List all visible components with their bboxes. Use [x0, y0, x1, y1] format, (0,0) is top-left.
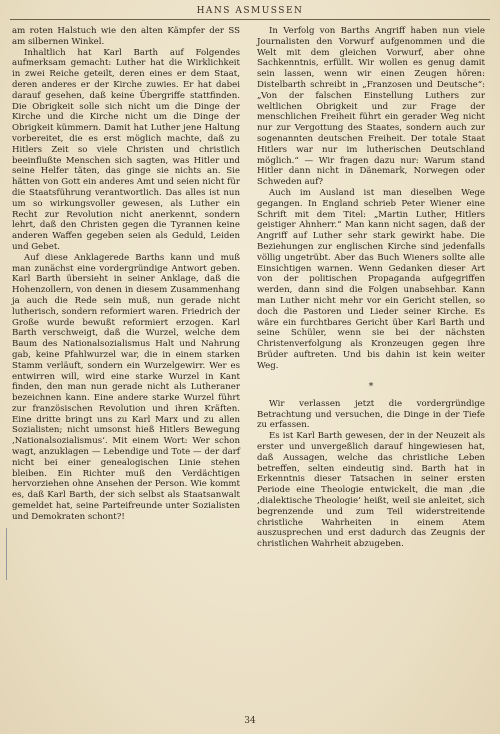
- paragraph: In Verfolg von Barths Angriff haben nun viele Journalisten den Vorwurf aufgenommen und die Welt mit dem gleichen Vorwurf, aber ohne Sachkenntnis, erfüllt. Wir wollen es genug damit sein lassen, wenn wir einen Zeugen hören: Distelbarth schreibt in „Franzosen und Deutsche“: „Von der falschen Einstellung Luthers zur weltlichen Obrigkeit und zur Frage der menschlichen Freiheit führt ein gerader Weg nicht nur zur Vergottung des Staates, sondern auch zur sogenannten deutschen Freiheit. Der totale Staat Hitlers war nur im lutherischen Deutschland möglich.“ — Wir fragen dazu nur: Warum stand Hitler dann nicht in Dänemark, Norwegen oder Schweden auf?: [257, 26, 485, 188]
- paragraph: Auch im Ausland ist man dieselben Wege gegangen. In England schrieb Peter Wiener eine Schrift mit dem Titel: „Martin Luther, Hitlers geistiger Ahnherr.“ Man kann nicht sagen, daß der Angriff auf Luther sehr stark gewirkt habe. Die Beziehungen zur englischen Kirche sind jedenfalls völlig ungetrübt. Aber das Buch Wieners sollte alle Einsichtigen warnen. Wenn Gedanken dieser Art von der politischen Propaganda aufgegriffen werden, dann sind die Folgen unabsehbar. Kann man Luther nicht mehr vor ein Gericht stellen, so doch die Pastoren und Lieder seiner Kirche. Es wäre ein furchtbares Gericht über Karl Barth und seine Schüler, wenn sie bei der nächsten Christenverfolgung als Kronzeugen gegen ihre Brüder auftreten. Und bis dahin ist kein weiter Weg.: [257, 187, 485, 371]
- paragraph: Inhaltlich hat Karl Barth auf Folgendes aufmerksam gemacht: Luther hat die Wirklichkeit in zwei Reiche geteilt, deren eines er dem Staat, deren anderes er der Kirche zuwies. Er hat dabei darauf gesehen, daß keine Übergriffe stattfinden. Die Obrigkeit solle sich nicht um die Dinge der Kirche und die Kirche nicht um die Dinge der Obrigkeit kümmern. Damit hat Luther jene Haltung vorbereitet, die es erst möglich machte, daß zu Hitlers Zeit so viele Christen und christlich beeinflußte Menschen sich sagten, was Hitler und seine Helfer täten, das ginge sie nichts an. Sie hätten von Gott ein anderes Amt und seien nicht für die Staatsführung verantwortlich. Das alles ist nun um so wirkungsvoller gewesen, als Luther ein Recht zur Revolution nicht anerkennt, sondern lehrt, daß den Christen gegen die Tyrannen keine anderen Waffen gegeben seien als Geduld, Leiden und Gebet.: [12, 47, 240, 252]
- running-header: HANS ASMUSSEN: [196, 6, 304, 16]
- paragraph: Auf diese Anklagerede Barths kann und muß man zunächst eine vordergründige Antwort geben. Karl Barth übersieht in seiner Anklage, daß die Hohenzollern, von denen in diesem Zusammenhang ja auch die Rede sein muß, nun gerade nicht lutherisch, sondern reformiert waren. Friedrich der Große wurde bewußt reformiert erzogen. Karl Barth verschweigt, daß die Wurzel, welche dem Baum des Nationalsozialismus Halt und Nahrung gab, keine Pfahlwurzel war, die in einem starken Stamm verläuft, sondern ein Wurzelgewirr. Wer es entwirren will, wird eine starke Wurzel in Kant finden, den man nun gerade nicht als Lutheraner bezeichnen kann. Eine andere starke Wurzel führt zur französischen Revolution und ihren Kräften. Eine dritte bringt uns zu Karl Marx und zu allen Sozialisten; nicht umsonst hieß Hitlers Bewegung ‚Nationalsozialismus‘. Mit einem Wort: Wer schon wagt, anzuklagen — Lebendige und Tote — der darf nicht bei einer genealogischen Linie stehen bleiben. Ein Richter muß den Verdächtigen hervorziehen ohne Ansehen der Person. Wie kommt es, daß Karl Barth, der sich selbst als Staatsanwalt gemeldet hat, seine Parteifreunde unter Sozialisten und Demokraten schont?!: [12, 252, 240, 522]
- page-number: 34: [244, 716, 256, 726]
- paragraph: am roten Halstuch wie den alten Kämpfer der SS am silbernen Winkel.: [12, 26, 240, 47]
- paragraph: Wir verlassen jetzt die vordergründige Betrachtung und versuchen, die Dinge in der Tiefe zu erfassen.: [257, 398, 485, 431]
- margin-pencil-mark: [6, 528, 7, 580]
- paragraph: Es ist Karl Barth gewesen, der in der Neuzeit als erster und unvergeßlich darauf hingewiesen hat, daß Aussagen, welche das christliche Leben betreffen, selten eindeutig sind. Barth hat in Erkenntnis dieser Tatsachen in seiner ersten Periode eine Theologie entwickelt, die man ‚die ‚dialektische Theologie‘ heißt, weil sie anleitet, sich begrenzende und zum Teil widerstreitende christliche Wahrheiten in einem Atem auszusprechen und erst dadurch das Zeugnis der christlichen Wahrheit abzugeben.: [257, 431, 485, 550]
- right-column: [257, 26, 485, 550]
- left-column: [12, 26, 240, 523]
- section-divider: *: [368, 381, 374, 392]
- header-rule: [10, 19, 490, 20]
